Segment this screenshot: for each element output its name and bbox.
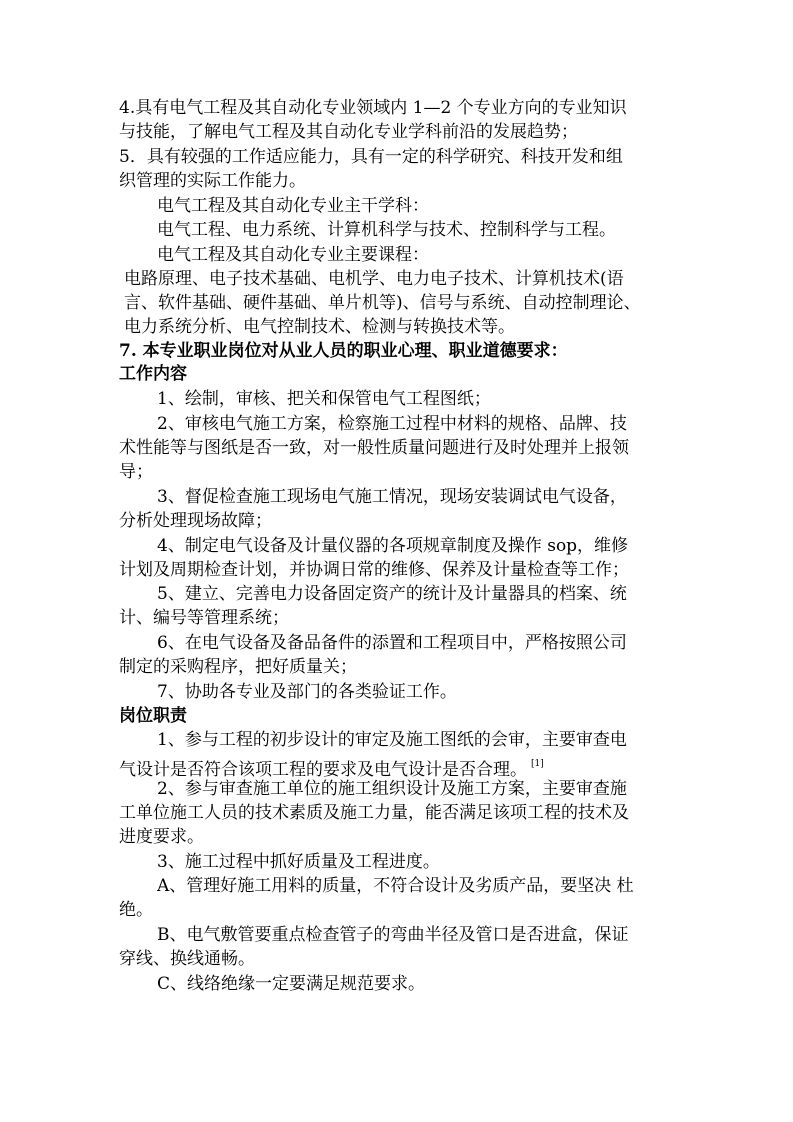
duty-c: C、线络绝缘一定要满足规范要求。 bbox=[157, 974, 426, 994]
main-courses-line1: 电路原理、电子技术基础、电机学、电力电子技术、计算机技术(语 bbox=[124, 269, 624, 289]
work-content-heading: 工作内容 bbox=[119, 364, 187, 384]
duty-b-line1: B、电气敷管要重点检查管子的弯曲半径及管口是否进盒，保证 bbox=[157, 925, 629, 945]
work-item-1: 1、绘制，审核、把关和保管电气工程图纸； bbox=[157, 389, 491, 409]
duty-2-line3: 进度要求。 bbox=[119, 827, 204, 847]
para4-line2: 与技能，了解电气工程及其自动化专业学科前沿的发展趋势； bbox=[119, 122, 578, 142]
duty-1-line2-text: 气设计是否符合该项工程的要求及电气设计是否合理。 bbox=[119, 760, 527, 780]
main-subjects-label: 电气工程及其自动化专业主干学科： bbox=[157, 196, 429, 216]
work-item-6-line2: 制定的采购程序，把好质量关； bbox=[119, 657, 357, 677]
main-courses-line3: 电力系统分析、电气控制技术、检测与转换技术等。 bbox=[124, 317, 515, 337]
work-item-3-line2: 分析处理现场故障； bbox=[119, 511, 272, 531]
para5-line1: 5．具有较强的工作适应能力，具有一定的科学研究、科技开发和组 bbox=[119, 147, 623, 167]
main-courses-label: 电气工程及其自动化专业主要课程： bbox=[157, 245, 429, 265]
duty-1-line1: 1、参与工程的初步设计的审定及施工图纸的会审，主要审查电 bbox=[157, 730, 627, 750]
work-item-7: 7、协助各专业及部门的各类验证工作。 bbox=[157, 682, 457, 702]
duty-b-line2: 穿线、换线通畅。 bbox=[119, 949, 255, 969]
para5-line2: 织管理的实际工作能力。 bbox=[119, 171, 306, 191]
work-item-6-line1: 6、在电气设备及备品备件的添置和工程项目中，严格按照公司 bbox=[157, 633, 627, 653]
work-item-2-line1: 2、审核电气施工方案，检察施工过程中材料的规格、品牌、技 bbox=[157, 414, 627, 434]
duties-heading: 岗位职责 bbox=[119, 706, 187, 726]
duty-1-line2 bbox=[119, 752, 544, 780]
work-item-5-line1: 5、建立、完善电力设备固定资产的统计及计量器具的档案、统 bbox=[157, 584, 627, 604]
duty-a-line1: A、管理好施工用料的质量，不符合设计及劣质产品，要坚决 杜 bbox=[157, 876, 634, 896]
work-item-3-line1: 3、督促检查施工现场电气施工情况，现场安装调试电气设备， bbox=[157, 487, 627, 507]
work-item-5-line2: 计、编号等管理系统； bbox=[119, 608, 289, 628]
para4-line1: 4.具有电气工程及其自动化专业领域内 1—2 个专业方向的专业知识 bbox=[119, 98, 627, 118]
work-item-2-line2: 术性能等与图纸是否一致，对一般性质量问题进行及时处理并上报领 bbox=[119, 438, 629, 458]
duty-a-line2: 绝。 bbox=[119, 900, 153, 920]
duty-2-line1: 2、参与审查施工单位的施工组织设计及施工方案，主要审查施 bbox=[157, 779, 627, 799]
citation-ref[interactable]: [1] bbox=[531, 759, 544, 769]
work-item-4-line2: 计划及周期检查计划，并协调日常的维修、保养及计量检查等工作； bbox=[119, 560, 629, 580]
main-subjects-value: 电气工程、电力系统、计算机科学与技术、控制科学与工程。 bbox=[157, 220, 616, 240]
work-item-2-line3: 导； bbox=[119, 462, 153, 482]
main-courses-line2: 言、软件基础、硬件基础、单片机等)、信号与系统、自动控制理论、 bbox=[124, 293, 641, 313]
duty-3: 3、施工过程中抓好质量及工程进度。 bbox=[157, 852, 440, 872]
duty-2-line2: 工单位施工人员的技术素质及施工力量，能否满足该项工程的技术及 bbox=[119, 803, 629, 823]
work-item-4-line1: 4、制定电气设备及计量仪器的各项规章制度及操作 sop，维修 bbox=[157, 536, 629, 556]
section7-title: 7. 本专业职业岗位对从业人员的职业心理、职业道德要求： bbox=[119, 341, 568, 361]
